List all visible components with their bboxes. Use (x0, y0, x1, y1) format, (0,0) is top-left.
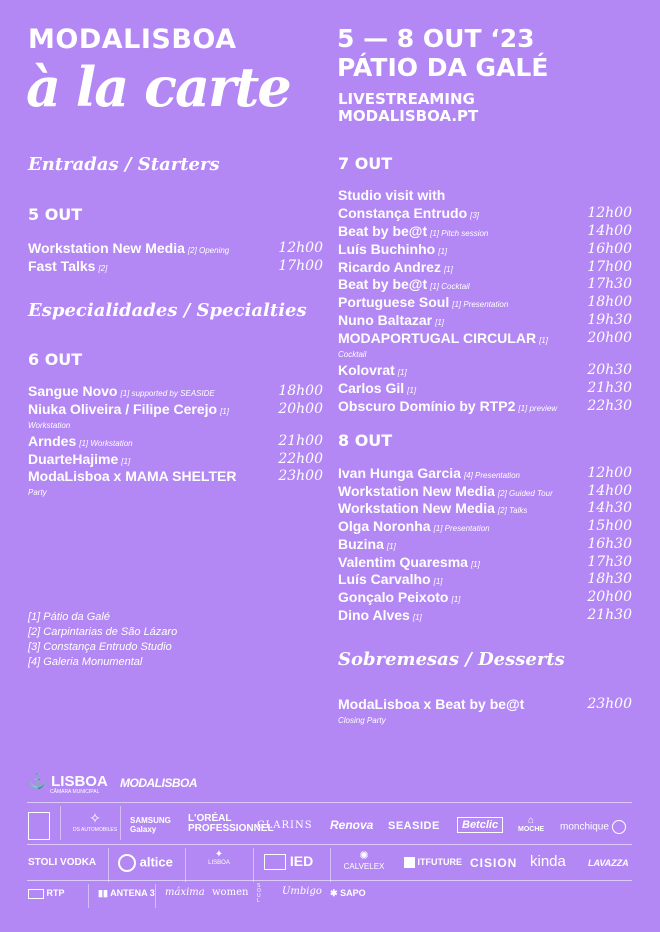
altice-logo (118, 854, 173, 872)
sponsor-divider (27, 880, 632, 881)
ied-icon (264, 854, 286, 870)
day-5-heading: 5 OUT (28, 205, 83, 224)
item-time: 18h00 (587, 294, 632, 310)
itfuture-logo (404, 857, 462, 868)
schedule-row (28, 433, 323, 452)
rtp-logo-text: RTP (46, 888, 65, 898)
item-time: 17h30 (587, 276, 632, 292)
item-name: Workstation New Media (28, 240, 185, 256)
item-name: Sangue Novo (28, 383, 118, 399)
item-name: Kolovrat (338, 362, 395, 378)
item-time: 19h30 (587, 312, 632, 328)
item-time: 22h30 (587, 398, 632, 414)
item-name: Ricardo Andrez (338, 259, 441, 275)
event-dates (337, 24, 548, 82)
schedule-row (338, 312, 632, 331)
sapo-icon: ✱ (330, 888, 338, 898)
item-note: [1] (433, 577, 443, 586)
monchique-icon (612, 820, 626, 834)
item-name: Niuka Oliveira / Filipe Cerejo (28, 401, 218, 417)
item-subnote: Workstation (28, 421, 71, 430)
item-name: Beat by be@t (338, 276, 428, 292)
item-name: Beat by be@t (338, 223, 428, 239)
item-time: 23h00 (587, 696, 632, 712)
item-note: [1] preview (518, 404, 558, 413)
star-icon: ✦ (214, 849, 224, 860)
moche-logo-text: MOCHE (518, 826, 545, 833)
schedule-row (338, 607, 632, 626)
lisboa-logo-sub: CÂMARA MUNICIPAL (50, 789, 100, 795)
sponsor-separator (120, 806, 121, 840)
monchique-logo-text: monchique (560, 821, 609, 833)
legend-item: [1] Pátio da Galé (28, 611, 110, 623)
brand-title: MODALISBOA (28, 24, 237, 55)
lisboa-logo (28, 772, 108, 795)
dates-line: 5 — 8 OUT ‘23 (337, 24, 535, 53)
item-name: Constança Entrudo (338, 205, 468, 221)
item-note: [1] supported by SEASIDE (120, 389, 215, 398)
ds-icon: ✧ (89, 810, 101, 826)
day-7-intro: Studio visit with (338, 187, 446, 203)
calvelex-icon: ✺ (359, 850, 369, 862)
item-name: Luís Carvalho (338, 571, 431, 587)
lisboa-tourism-logo (200, 850, 238, 866)
schedule-row (28, 383, 323, 402)
item-note: [1] Presentation (433, 524, 490, 533)
schedule-row (28, 258, 323, 277)
item-name: Valentim Quaresma (338, 554, 468, 570)
sponsor-separator (60, 806, 61, 840)
kinda-logo: kinda (530, 853, 566, 870)
rtp-icon (28, 889, 44, 899)
item-note: [3] (470, 211, 480, 220)
item-name: Gonçalo Peixoto (338, 589, 449, 605)
sponsor-divider (27, 844, 632, 845)
ds-logo-text: DS AUTOMOBILES (72, 827, 118, 833)
ied-logo-text: IED (289, 853, 314, 869)
item-name: Ivan Hunga Garcia (338, 465, 461, 481)
item-name: Olga Noronha (338, 518, 431, 534)
schedule-row (338, 571, 632, 590)
moche-icon: ⌂ (528, 815, 535, 826)
item-time: 20h00 (587, 589, 632, 605)
item-time: 18h00 (278, 383, 323, 399)
item-time: 18h30 (587, 571, 632, 587)
livestream-label: LIVESTREAMING (338, 90, 475, 108)
schedule-row (338, 696, 632, 713)
anchor-icon: ⚓ (28, 773, 47, 790)
legend-item: [2] Carpintarias de São Lázaro (28, 626, 178, 638)
section-starters: Entradas / Starters (28, 154, 220, 175)
item-note: [1] Presentation (452, 300, 509, 309)
item-name: Arndes (28, 433, 77, 449)
item-note: [4] Presentation (463, 471, 520, 480)
schedule-row (338, 589, 632, 608)
schedule-row (338, 380, 632, 399)
item-note: [1] Cocktail (430, 282, 470, 291)
sponsor-separator (88, 884, 89, 908)
sapo-logo (330, 888, 366, 899)
rtp-logo (28, 888, 65, 899)
item-note: [1] (438, 247, 448, 256)
schedule-row (338, 500, 632, 519)
event-script-title: à la carte (26, 55, 290, 119)
item-time: 17h00 (587, 259, 632, 275)
item-name: ModaLisboa x Beat by be@t (338, 696, 525, 712)
schedule-row (338, 241, 632, 260)
schedule-row (28, 240, 323, 259)
item-time: 14h30 (587, 500, 632, 516)
building-icon (28, 812, 50, 840)
item-time: 21h30 (587, 607, 632, 623)
item-time: 12h00 (587, 205, 632, 221)
item-time: 20h00 (587, 330, 632, 346)
sapo-logo-text: SAPO (340, 888, 366, 898)
item-note: [2] Guided Tour (497, 489, 553, 498)
item-note: [1] (539, 336, 548, 345)
item-name: Fast Talks (28, 258, 96, 274)
item-name: Workstation New Media (338, 483, 495, 499)
item-subnote: Cocktail (338, 350, 367, 359)
calvelex-logo (340, 851, 388, 871)
item-time: 12h00 (278, 240, 323, 256)
item-note: [2] Opening (187, 246, 230, 255)
monchique-logo (560, 820, 626, 834)
item-subnote: Closing Party (338, 716, 386, 725)
item-time: 17h30 (587, 554, 632, 570)
section-specialties: Especialidades / Specialties (28, 300, 307, 321)
item-time: 12h00 (587, 465, 632, 481)
item-note: [1] (121, 457, 131, 466)
item-time: 22h00 (278, 451, 323, 467)
schedule-row (338, 330, 632, 349)
calvelex-logo-text: CALVELEX (343, 862, 385, 871)
item-name: ModaLisboa x MAMA SHELTER (28, 468, 237, 484)
venue-line: PÁTIO DA GALÉ (337, 53, 549, 82)
item-time: 21h30 (587, 380, 632, 396)
sponsor-divider (27, 802, 632, 803)
sponsor-separator (253, 848, 254, 882)
item-time: 16h00 (587, 241, 632, 257)
item-time: 17h00 (278, 258, 323, 274)
item-time: 16h30 (587, 536, 632, 552)
item-name: Portuguese Soul (338, 294, 450, 310)
section-desserts: Sobremesas / Desserts (338, 649, 565, 670)
itfuture-icon (404, 857, 415, 868)
item-name: Luís Buchinho (338, 241, 436, 257)
item-note: [1] (220, 407, 229, 416)
schedule-row (338, 518, 632, 537)
item-time: 14h00 (587, 483, 632, 499)
schedule-row (338, 223, 632, 242)
antena3-logo-text: ANTENA 3 (110, 888, 155, 898)
maxima-logo: máxima (165, 887, 205, 898)
item-note: [1] (412, 613, 422, 622)
item-note: [1] (470, 560, 480, 569)
sponsor-separator (330, 848, 331, 882)
clarins-logo: CLARINS (257, 820, 313, 831)
item-subnote: Party (28, 488, 47, 497)
item-time: 20h30 (587, 362, 632, 378)
ds-logo (70, 810, 120, 833)
venue-legend (28, 610, 177, 670)
legend-item: [4] Galeria Monumental (28, 656, 143, 668)
ied-logo (264, 853, 313, 870)
schedule-row (338, 398, 632, 417)
item-note: [1] (443, 265, 453, 274)
item-note: [1] Pitch session (430, 229, 489, 238)
item-note: [1] (435, 318, 445, 327)
legend-item: [3] Constança Entrudo Studio (28, 641, 172, 653)
betclic-logo: Betclic (457, 817, 503, 833)
item-note: [1] (397, 368, 407, 377)
seaside-logo: SEASIDE (388, 820, 440, 832)
schedule-row (28, 468, 323, 487)
item-time: 14h00 (587, 223, 632, 239)
modalisboa-logo: MODALISBOA (120, 776, 197, 790)
item-name: Obscuro Domínio by RTP2 (338, 398, 516, 414)
sponsor-separator (155, 884, 156, 908)
lavazza-logo: LAVAZZA (588, 858, 629, 868)
renova-logo: Renova (330, 818, 374, 832)
item-time: 21h00 (278, 433, 323, 449)
altice-logo-text: altice (139, 854, 173, 870)
schedule-row (338, 294, 632, 313)
soul-logo: SOUL (257, 883, 261, 904)
antena3-logo (98, 888, 155, 899)
schedule-row (338, 205, 632, 224)
signal-icon: ▮▮ (98, 888, 108, 898)
item-note: [1] (386, 542, 396, 551)
day-6-heading: 6 OUT (28, 350, 83, 369)
schedule-row (28, 401, 323, 420)
item-name: Workstation New Media (338, 500, 495, 516)
item-note: [2] Talks (497, 506, 528, 515)
lisboa-logo-text: LISBOA (51, 773, 108, 790)
item-note: [2] (98, 264, 108, 273)
samsung-logo: SAMSUNG Galaxy (130, 816, 171, 834)
item-time: 23h00 (278, 468, 323, 484)
loreal-logo: L'ORÉAL PROFESSIONNEL (188, 813, 274, 834)
item-time: 20h00 (278, 401, 323, 417)
item-name: Nuno Baltazar (338, 312, 433, 328)
item-time: 15h00 (587, 518, 632, 534)
cision-logo: CISION (470, 856, 518, 870)
moche-logo (518, 816, 544, 833)
item-name: Dino Alves (338, 607, 410, 623)
item-name: Buzina (338, 536, 384, 552)
umbigo-logo: Umbigo (282, 886, 322, 897)
schedule-row (338, 465, 632, 484)
altice-icon (118, 854, 136, 872)
item-note: [1] (451, 595, 461, 604)
day-7-heading: 7 OUT (338, 154, 393, 173)
schedule-row (338, 276, 632, 295)
stoli-logo: STOLI VODKA (28, 857, 97, 868)
item-note: [1] Workstation (79, 439, 133, 448)
sponsor-separator (108, 848, 109, 882)
item-name: DuarteHajime (28, 451, 119, 467)
livestream-info (338, 91, 478, 125)
schedule-row (338, 536, 632, 555)
schedule-row (338, 362, 632, 381)
sponsor-separator (185, 848, 186, 882)
item-name: Carlos Gil (338, 380, 405, 396)
item-note: [1] (407, 386, 417, 395)
itfuture-logo-text: ITFUTURE (417, 857, 463, 867)
women-logo: women (212, 887, 249, 898)
livestream-url[interactable]: MODALISBOA.PT (338, 107, 479, 125)
item-name: MODAPORTUGAL CIRCULAR (338, 330, 537, 346)
lisboa-tourism-logo-text: LISBOA (208, 860, 230, 866)
day-8-heading: 8 OUT (338, 431, 393, 450)
